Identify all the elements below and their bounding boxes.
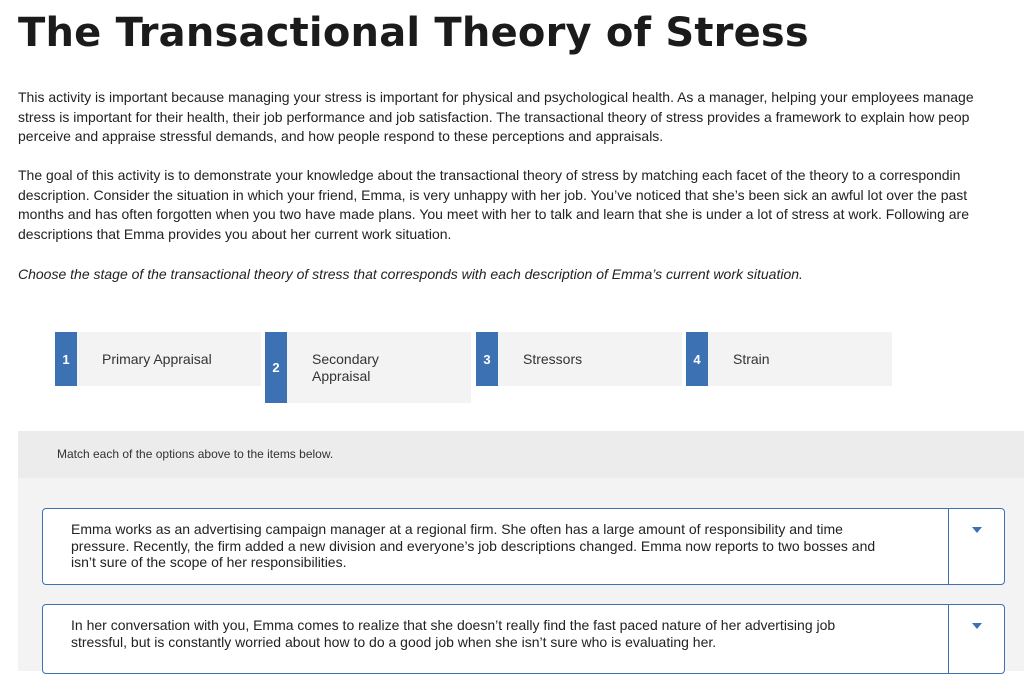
intro-line: stress is important for their health, their job performance and job satisfaction. The transactional theory of stress provides a framework to explain how peop: [18, 108, 970, 125]
option-number: 4: [686, 332, 708, 386]
option-number: 2: [265, 332, 287, 403]
match-item: [42, 604, 1005, 674]
option-tile-secondary-appraisal[interactable]: [265, 332, 471, 403]
intro-line: perceive and appraise stressful demands, and how people respond to these perceptions and appraisals.: [18, 128, 664, 145]
match-panel-header: [18, 431, 1024, 478]
match-dropdown[interactable]: [948, 509, 1004, 584]
option-number: 1: [55, 332, 77, 386]
option-tile-stressors[interactable]: [476, 332, 682, 386]
option-label: Primary Appraisal: [102, 350, 212, 367]
match-item-line: In her conversation with you, Emma comes to realize that she doesn’t really find the fast paced nature of her advertising job: [71, 617, 836, 633]
match-item-line: stressful, but is constantly worried about how to do a good job when she isn’t sure who is evaluating her.: [71, 633, 717, 650]
option-tile-primary-appraisal[interactable]: [55, 332, 261, 386]
goal-paragraph: [18, 166, 1024, 245]
goal-line: descriptions that Emma provides you about her current work situation.: [18, 226, 452, 243]
option-label: Secondary Appraisal: [312, 350, 379, 384]
goal-line: The goal of this activity is to demonstrate your knowledge about the transactional theory of stress by matching each facet of the theory to a correspondin: [18, 167, 961, 183]
match-instruction: Match each of the options above to the items below.: [57, 447, 334, 461]
match-item-line: pressure. Recently, the firm added a new division and everyone’s job descriptions changed. Emma now reports to two bosses and: [71, 537, 876, 554]
goal-line: description. Consider the situation in which your friend, Emma, is very unhappy with her job. You’ve noticed that she’s been sick an awful lot over the past: [18, 186, 968, 203]
match-item-text: [71, 617, 936, 650]
chevron-down-icon: [972, 623, 982, 629]
match-item-line: Emma works as an advertising campaign manager at a regional firm. She often has a large amount of responsibility and time: [71, 521, 843, 537]
match-dropdown[interactable]: [948, 605, 1004, 673]
match-item-text: [71, 521, 936, 571]
match-item: [42, 508, 1005, 585]
option-label: Strain: [733, 350, 770, 367]
option-number: 3: [476, 332, 498, 386]
page-title: The Transactional Theory of Stress: [18, 10, 809, 56]
chevron-down-icon: [972, 527, 982, 533]
match-item-line: isn’t sure of the scope of her responsibilities.: [71, 554, 347, 570]
intro-line: This activity is important because managing your stress is important for physical and psychological health. As a manager, helping your employees manage: [18, 89, 974, 105]
option-tile-strain[interactable]: [686, 332, 892, 386]
goal-line: months and has often forgotten when you two have made plans. You meet with her to talk and learn that she is under a lot of stress at work. Following are: [18, 206, 969, 223]
intro-paragraph: [18, 88, 1024, 147]
option-label: Stressors: [523, 350, 583, 367]
instruction-text: Choose the stage of the transactional theory of stress that corresponds with each description of Emma’s current work situation.: [18, 266, 803, 282]
